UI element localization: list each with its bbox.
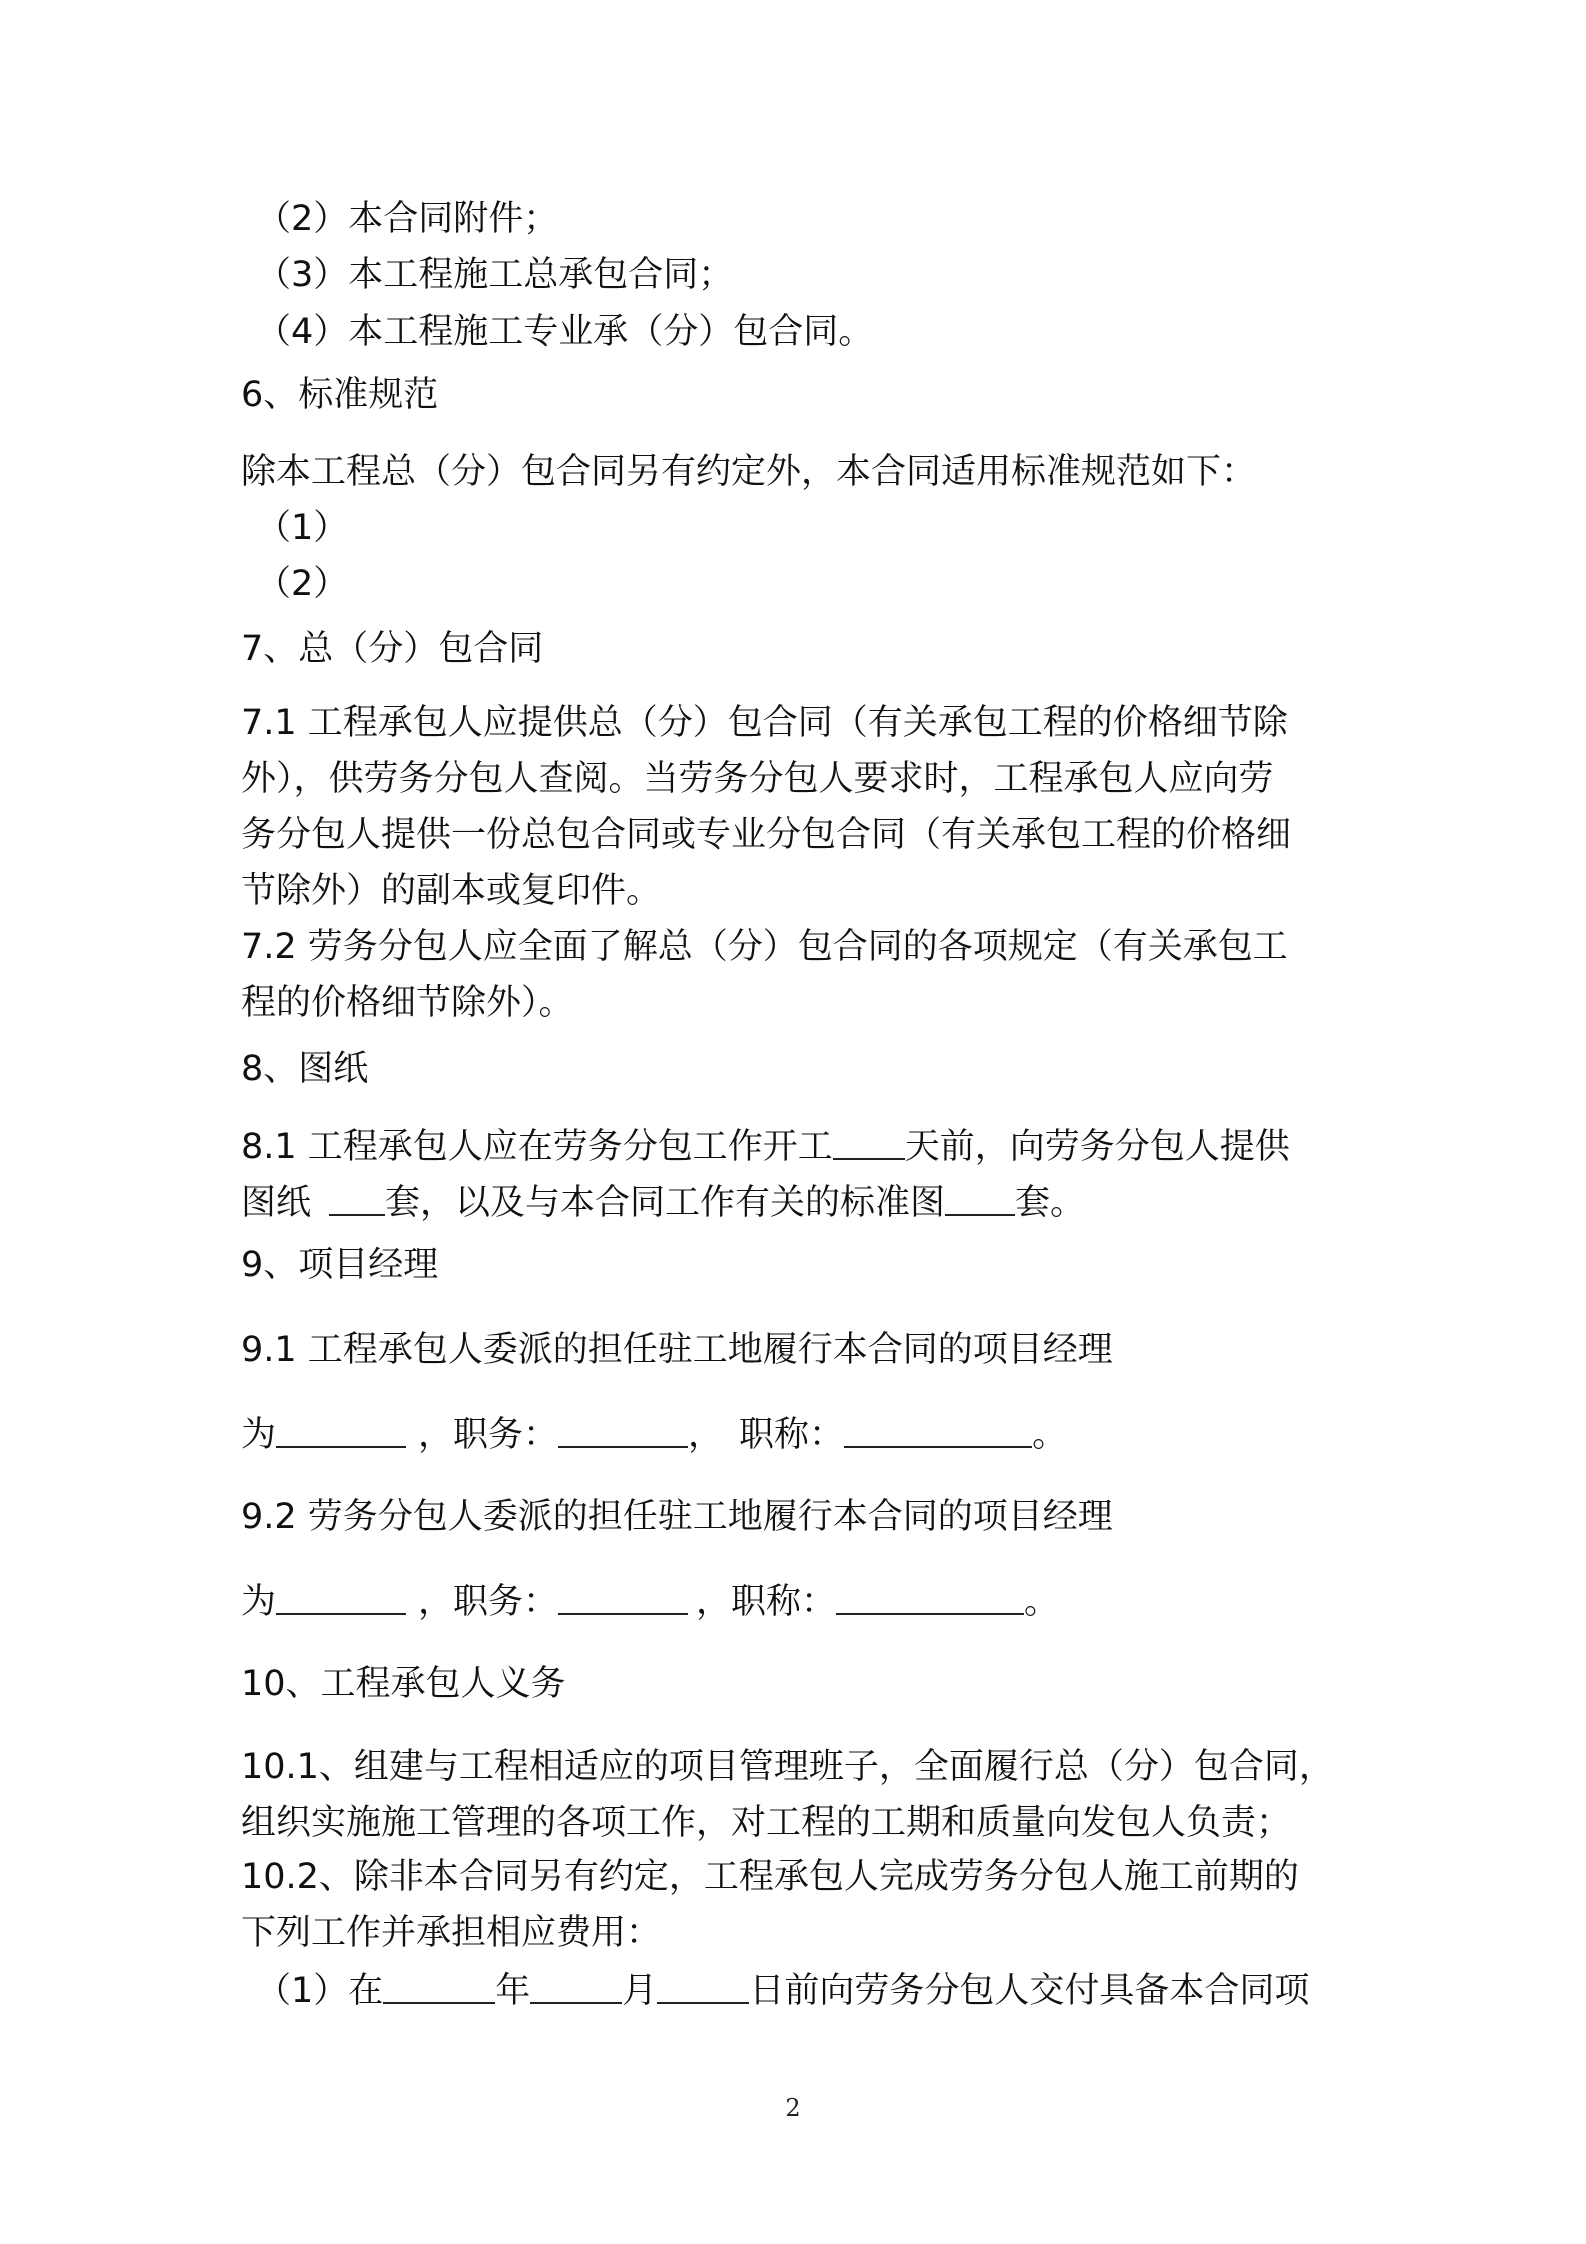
section-heading: 10、工程承包人义务 bbox=[241, 1664, 566, 1704]
paragraph-line: 组织实施施工管理的各项工作，对工程的工期和质量向发包人负责； bbox=[241, 1803, 1292, 1843]
blank-field[interactable] bbox=[945, 1184, 1015, 1216]
text-segment: 。 bbox=[1024, 1582, 1060, 1622]
text-segment: 为 bbox=[241, 1415, 277, 1455]
blank-field[interactable] bbox=[383, 1972, 495, 2004]
text-segment: 为 bbox=[241, 1582, 277, 1622]
paragraph-line bbox=[241, 1583, 1059, 1620]
list-item bbox=[256, 1972, 1309, 2009]
paragraph-line: 程的价格细节除外）。 bbox=[241, 983, 574, 1023]
text-segment: 年 bbox=[495, 1971, 531, 2011]
text-segment: 8.1 工程承包人应在劳务分包工作开工 bbox=[241, 1127, 833, 1167]
text-segment: ，职务： bbox=[418, 1582, 559, 1622]
paragraph-line: 9.2 劳务分包人委派的担任驻工地履行本合同的项目经理 bbox=[241, 1497, 1113, 1537]
paragraph-line: 10.1、组建与工程相适应的项目管理班子，全面履行总（分）包合同， bbox=[241, 1747, 1334, 1787]
blank-field[interactable] bbox=[844, 1416, 1032, 1448]
text-segment: 。 bbox=[1032, 1415, 1068, 1455]
list-item: （2）本合同附件； bbox=[256, 199, 559, 239]
text-segment: 日前向劳务分包人交付具备本合同项 bbox=[749, 1971, 1310, 2011]
blank-field[interactable] bbox=[530, 1972, 622, 2004]
paragraph-line: 下列工作并承担相应费用： bbox=[241, 1913, 662, 1953]
blank-field[interactable] bbox=[276, 1416, 406, 1448]
text-segment: ，职称： bbox=[696, 1582, 837, 1622]
list-item: （2） bbox=[256, 564, 349, 604]
blank-field[interactable] bbox=[657, 1972, 749, 2004]
text-segment: 套，以及与本合同工作有关的标准图 bbox=[385, 1183, 946, 1223]
paragraph-line: 7.2 劳务分包人应全面了解总（分）包合同的各项规定（有关承包工 bbox=[241, 927, 1288, 967]
text-segment: 月 bbox=[622, 1971, 658, 2011]
text-segment: 套。 bbox=[1015, 1183, 1086, 1223]
paragraph-line: 务分包人提供一份总包合同或专业分包合同（有关承包工程的价格细 bbox=[241, 815, 1292, 855]
paragraph-line: 9.1 工程承包人委派的担任驻工地履行本合同的项目经理 bbox=[241, 1330, 1113, 1370]
blank-field[interactable] bbox=[558, 1583, 688, 1615]
page-number: 2 bbox=[785, 2094, 801, 2122]
section-heading: 6、标准规范 bbox=[241, 375, 439, 415]
text-segment: （1）在 bbox=[256, 1971, 384, 2011]
paragraph-line: 10.2、除非本合同另有约定，工程承包人完成劳务分包人施工前期的 bbox=[241, 1857, 1299, 1897]
paragraph-line: 节除外）的副本或复印件。 bbox=[241, 871, 662, 911]
section-heading: 7、总（分）包合同 bbox=[241, 629, 544, 669]
text-segment: ， bbox=[688, 1415, 724, 1455]
text-segment: 天前，向劳务分包人提供 bbox=[904, 1127, 1290, 1167]
text-segment: ，职务： bbox=[418, 1415, 559, 1455]
blank-field[interactable] bbox=[558, 1416, 688, 1448]
section-heading: 8、图纸 bbox=[241, 1049, 369, 1089]
paragraph-line bbox=[241, 1184, 1085, 1221]
paragraph-line: 7.1 工程承包人应提供总（分）包合同（有关承包工程的价格细节除 bbox=[241, 703, 1288, 743]
paragraph-line bbox=[241, 1416, 1067, 1453]
text-segment: 职称： bbox=[739, 1415, 845, 1455]
list-item: （4）本工程施工专业承（分）包合同。 bbox=[256, 312, 874, 352]
paragraph-line bbox=[241, 1128, 1290, 1165]
section-heading: 9、项目经理 bbox=[241, 1245, 439, 1285]
paragraph-line: 外），供劳务分包人查阅。当劳务分包人要求时，工程承包人应向劳 bbox=[241, 759, 1274, 799]
blank-field[interactable] bbox=[836, 1583, 1024, 1615]
blank-field[interactable] bbox=[276, 1583, 406, 1615]
blank-field[interactable] bbox=[329, 1184, 385, 1216]
paragraph-line: 除本工程总（分）包合同另有约定外，本合同适用标准规范如下： bbox=[241, 452, 1257, 492]
text-segment: 图纸 bbox=[241, 1183, 312, 1223]
blank-field[interactable] bbox=[833, 1128, 905, 1160]
list-item: （3）本工程施工总承包合同； bbox=[256, 255, 734, 295]
list-item: （1） bbox=[256, 508, 349, 548]
